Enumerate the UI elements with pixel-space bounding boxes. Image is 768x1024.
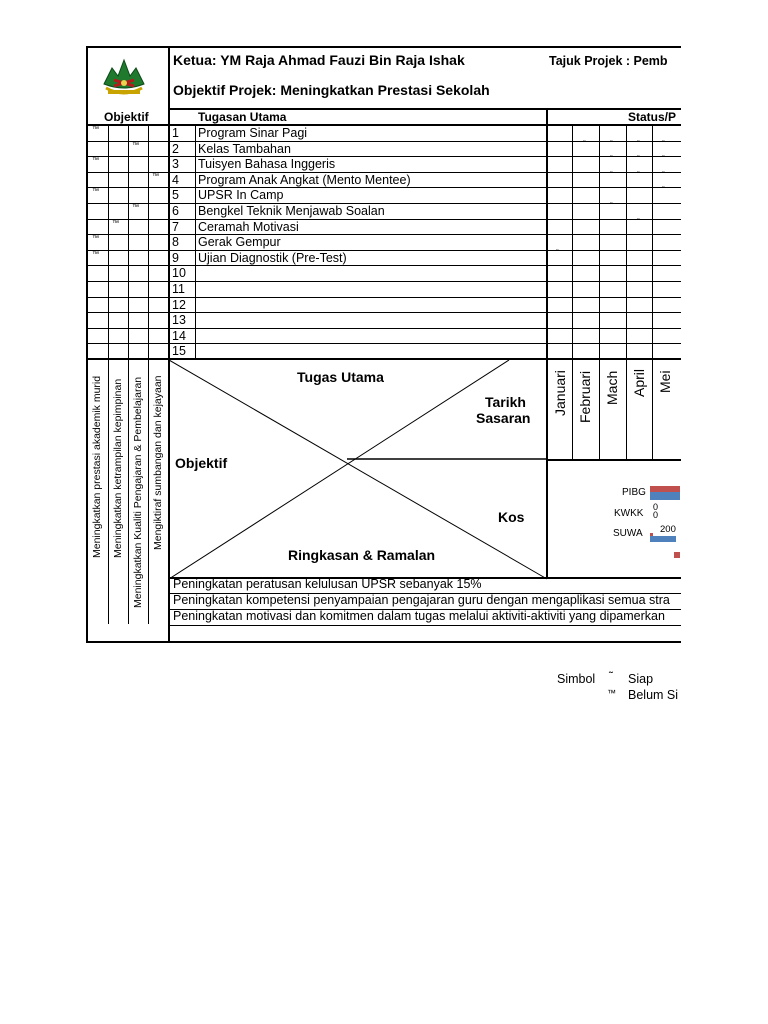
month-april: April xyxy=(631,368,647,397)
frame-top xyxy=(86,46,681,48)
legend-siap: Siap xyxy=(628,672,654,686)
status-tick-marker: ˜ xyxy=(637,154,640,165)
obj-col-line xyxy=(128,124,129,624)
status-tick-marker: ˜ xyxy=(610,169,613,180)
summary-line-3: Peningkatan motivasi dan komitmen dalam tugas melalui aktiviti-aktiviti yang dipamerkan xyxy=(173,609,665,623)
status-tick-marker: ˜ xyxy=(637,169,640,180)
status-tick-marker: ˜ xyxy=(583,138,586,149)
cost-bar-pibg-blue xyxy=(650,492,680,500)
status-tick-marker: ˜ xyxy=(637,216,640,227)
task-number: 6 xyxy=(172,204,179,218)
task-name: Kelas Tambahan xyxy=(198,141,291,156)
legend-belum: Belum Si xyxy=(628,688,679,702)
task-name: UPSR In Camp xyxy=(198,188,284,203)
tm-marker: ™ xyxy=(132,204,139,211)
legend-simbol: Simbol xyxy=(557,672,596,686)
legend-tm-symbol: ™ xyxy=(607,688,616,698)
status-tick-marker: ˜ xyxy=(662,169,665,180)
month-mach: Mach xyxy=(604,370,620,405)
tm-marker: ™ xyxy=(112,219,119,227)
obj-col-line xyxy=(148,124,149,624)
col-header-status: Status/P xyxy=(628,110,677,124)
frame-left xyxy=(86,46,88,642)
status-tick-marker: ˜ xyxy=(610,154,613,165)
label-objektif: Objektif xyxy=(175,455,228,471)
cost-bar-suwa-blue xyxy=(650,536,676,542)
tm-marker: ™ xyxy=(152,172,159,180)
col-header-tugasan: Tugasan Utama xyxy=(198,110,287,124)
month-januari: Januari xyxy=(552,370,568,416)
task-number: 5 xyxy=(172,188,179,203)
tm-marker: ™ xyxy=(92,235,99,243)
status-tick-marker: ˜ xyxy=(662,185,665,196)
col-header-objektif: Objektif xyxy=(104,110,149,124)
status-tick-marker: ˜ xyxy=(662,123,665,133)
obj-col-line xyxy=(108,124,109,624)
task-name: Gerak Gempur xyxy=(198,235,281,250)
month-februari: Februari xyxy=(577,370,593,423)
summary-line-1: Peningkatan peratusan kelulusan UPSR sebanyak 15% xyxy=(173,577,482,591)
task-number: 9 xyxy=(172,250,179,265)
label-ringkasan: Ringkasan & Ramalan xyxy=(288,547,436,563)
cost-bar-suwa-red xyxy=(650,533,653,536)
task-number: 13 xyxy=(172,313,186,328)
task-number: 12 xyxy=(172,297,186,312)
month-col-line xyxy=(599,124,600,460)
cost-value-suwa: 200 xyxy=(660,524,676,535)
status-tick-marker: ˜ xyxy=(556,123,559,133)
task-number: 2 xyxy=(172,141,179,156)
objective-sumbangan: Mengiktiraf sumbangan dan kejayaan xyxy=(152,375,164,550)
status-tick-marker: ˜ xyxy=(610,123,613,133)
cost-label-pibg: PIBG xyxy=(622,487,646,498)
status-tick-marker: ˜ xyxy=(583,123,586,133)
status-tick-marker: ˜ xyxy=(637,123,640,133)
legend-tick-symbol: ˜ xyxy=(609,669,613,683)
ketua-title: Ketua: YM Raja Ahmad Fauzi Bin Raja Ishak xyxy=(173,52,465,68)
cost-bar-extra-red xyxy=(674,552,680,558)
month-col-line xyxy=(652,124,653,460)
summary-line xyxy=(169,625,681,626)
task-name: Ujian Diagnostik (Pre-Test) xyxy=(198,250,347,265)
cost-value-kwkk-2: 0 xyxy=(653,510,659,520)
status-tick-marker: ˜ xyxy=(637,138,640,149)
status-tick-marker: ˜ xyxy=(610,201,613,211)
tm-marker: ™ xyxy=(92,188,99,196)
month-bottom-line xyxy=(546,459,681,461)
task-number: 4 xyxy=(172,172,179,187)
task-number: 14 xyxy=(172,328,186,343)
cost-label-kwkk: KWKK xyxy=(614,508,644,519)
label-tarikh: Tarikh xyxy=(485,394,526,410)
cost-value-kwkk: 0 xyxy=(653,502,659,512)
summary-line-2: Peningkatan kompetensi penyampaian pengajaran guru dengan mengaplikasi semua stra xyxy=(173,593,670,607)
task-name: Ceramah Motivasi xyxy=(198,219,299,234)
task-number: 8 xyxy=(172,235,179,250)
status-tick-marker: ˜ xyxy=(610,138,613,149)
school-logo xyxy=(100,54,148,104)
month-col-line xyxy=(626,124,627,460)
tm-marker: ™ xyxy=(92,126,99,133)
cost-label-suwa: SUWA xyxy=(613,528,643,539)
task-name: Program Anak Angkat (Mento Mentee) xyxy=(198,172,411,187)
task-number: 7 xyxy=(172,219,179,234)
tm-marker: ™ xyxy=(92,250,99,258)
task-name: Program Sinar Pagi xyxy=(198,126,308,140)
tajuk-projek: Tajuk Projek : Pemb xyxy=(549,54,668,68)
month-col-line xyxy=(572,124,573,460)
task-number: 15 xyxy=(172,344,186,359)
status-tick-marker: ˜ xyxy=(556,247,559,258)
task-name: Tuisyen Bahasa Inggeris xyxy=(198,157,336,172)
task-number: 11 xyxy=(172,282,185,296)
status-tick-marker: ˜ xyxy=(662,154,665,165)
header-divider xyxy=(168,108,681,110)
task-name: Bengkel Teknik Menjawab Soalan xyxy=(198,204,385,218)
month-mei: Mei xyxy=(657,370,673,393)
num-col-line xyxy=(195,124,196,358)
task-number: 10 xyxy=(172,266,186,281)
task-number: 1 xyxy=(172,126,179,140)
tm-marker: ™ xyxy=(92,157,99,165)
objective-pengajaran: Meningkatkan Kualiti Pengajaran & Pembelajaran xyxy=(132,376,144,608)
status-tick-marker: ˜ xyxy=(662,138,665,149)
objective-akademik: Meningkatkan prestasi akademik murid xyxy=(91,375,103,558)
objective-kepimpinan: Meningkatkan ketrampilan kepimpinan xyxy=(112,378,124,558)
label-kos: Kos xyxy=(498,509,525,525)
label-tugas-utama: Tugas Utama xyxy=(297,369,384,385)
objektif-projek: Objektif Projek: Meningkatkan Prestasi Sekolah xyxy=(173,82,490,98)
tm-marker: ™ xyxy=(132,141,139,149)
task-number: 3 xyxy=(172,157,179,172)
label-sasaran: Sasaran xyxy=(476,410,531,426)
frame-bottom xyxy=(86,641,681,643)
